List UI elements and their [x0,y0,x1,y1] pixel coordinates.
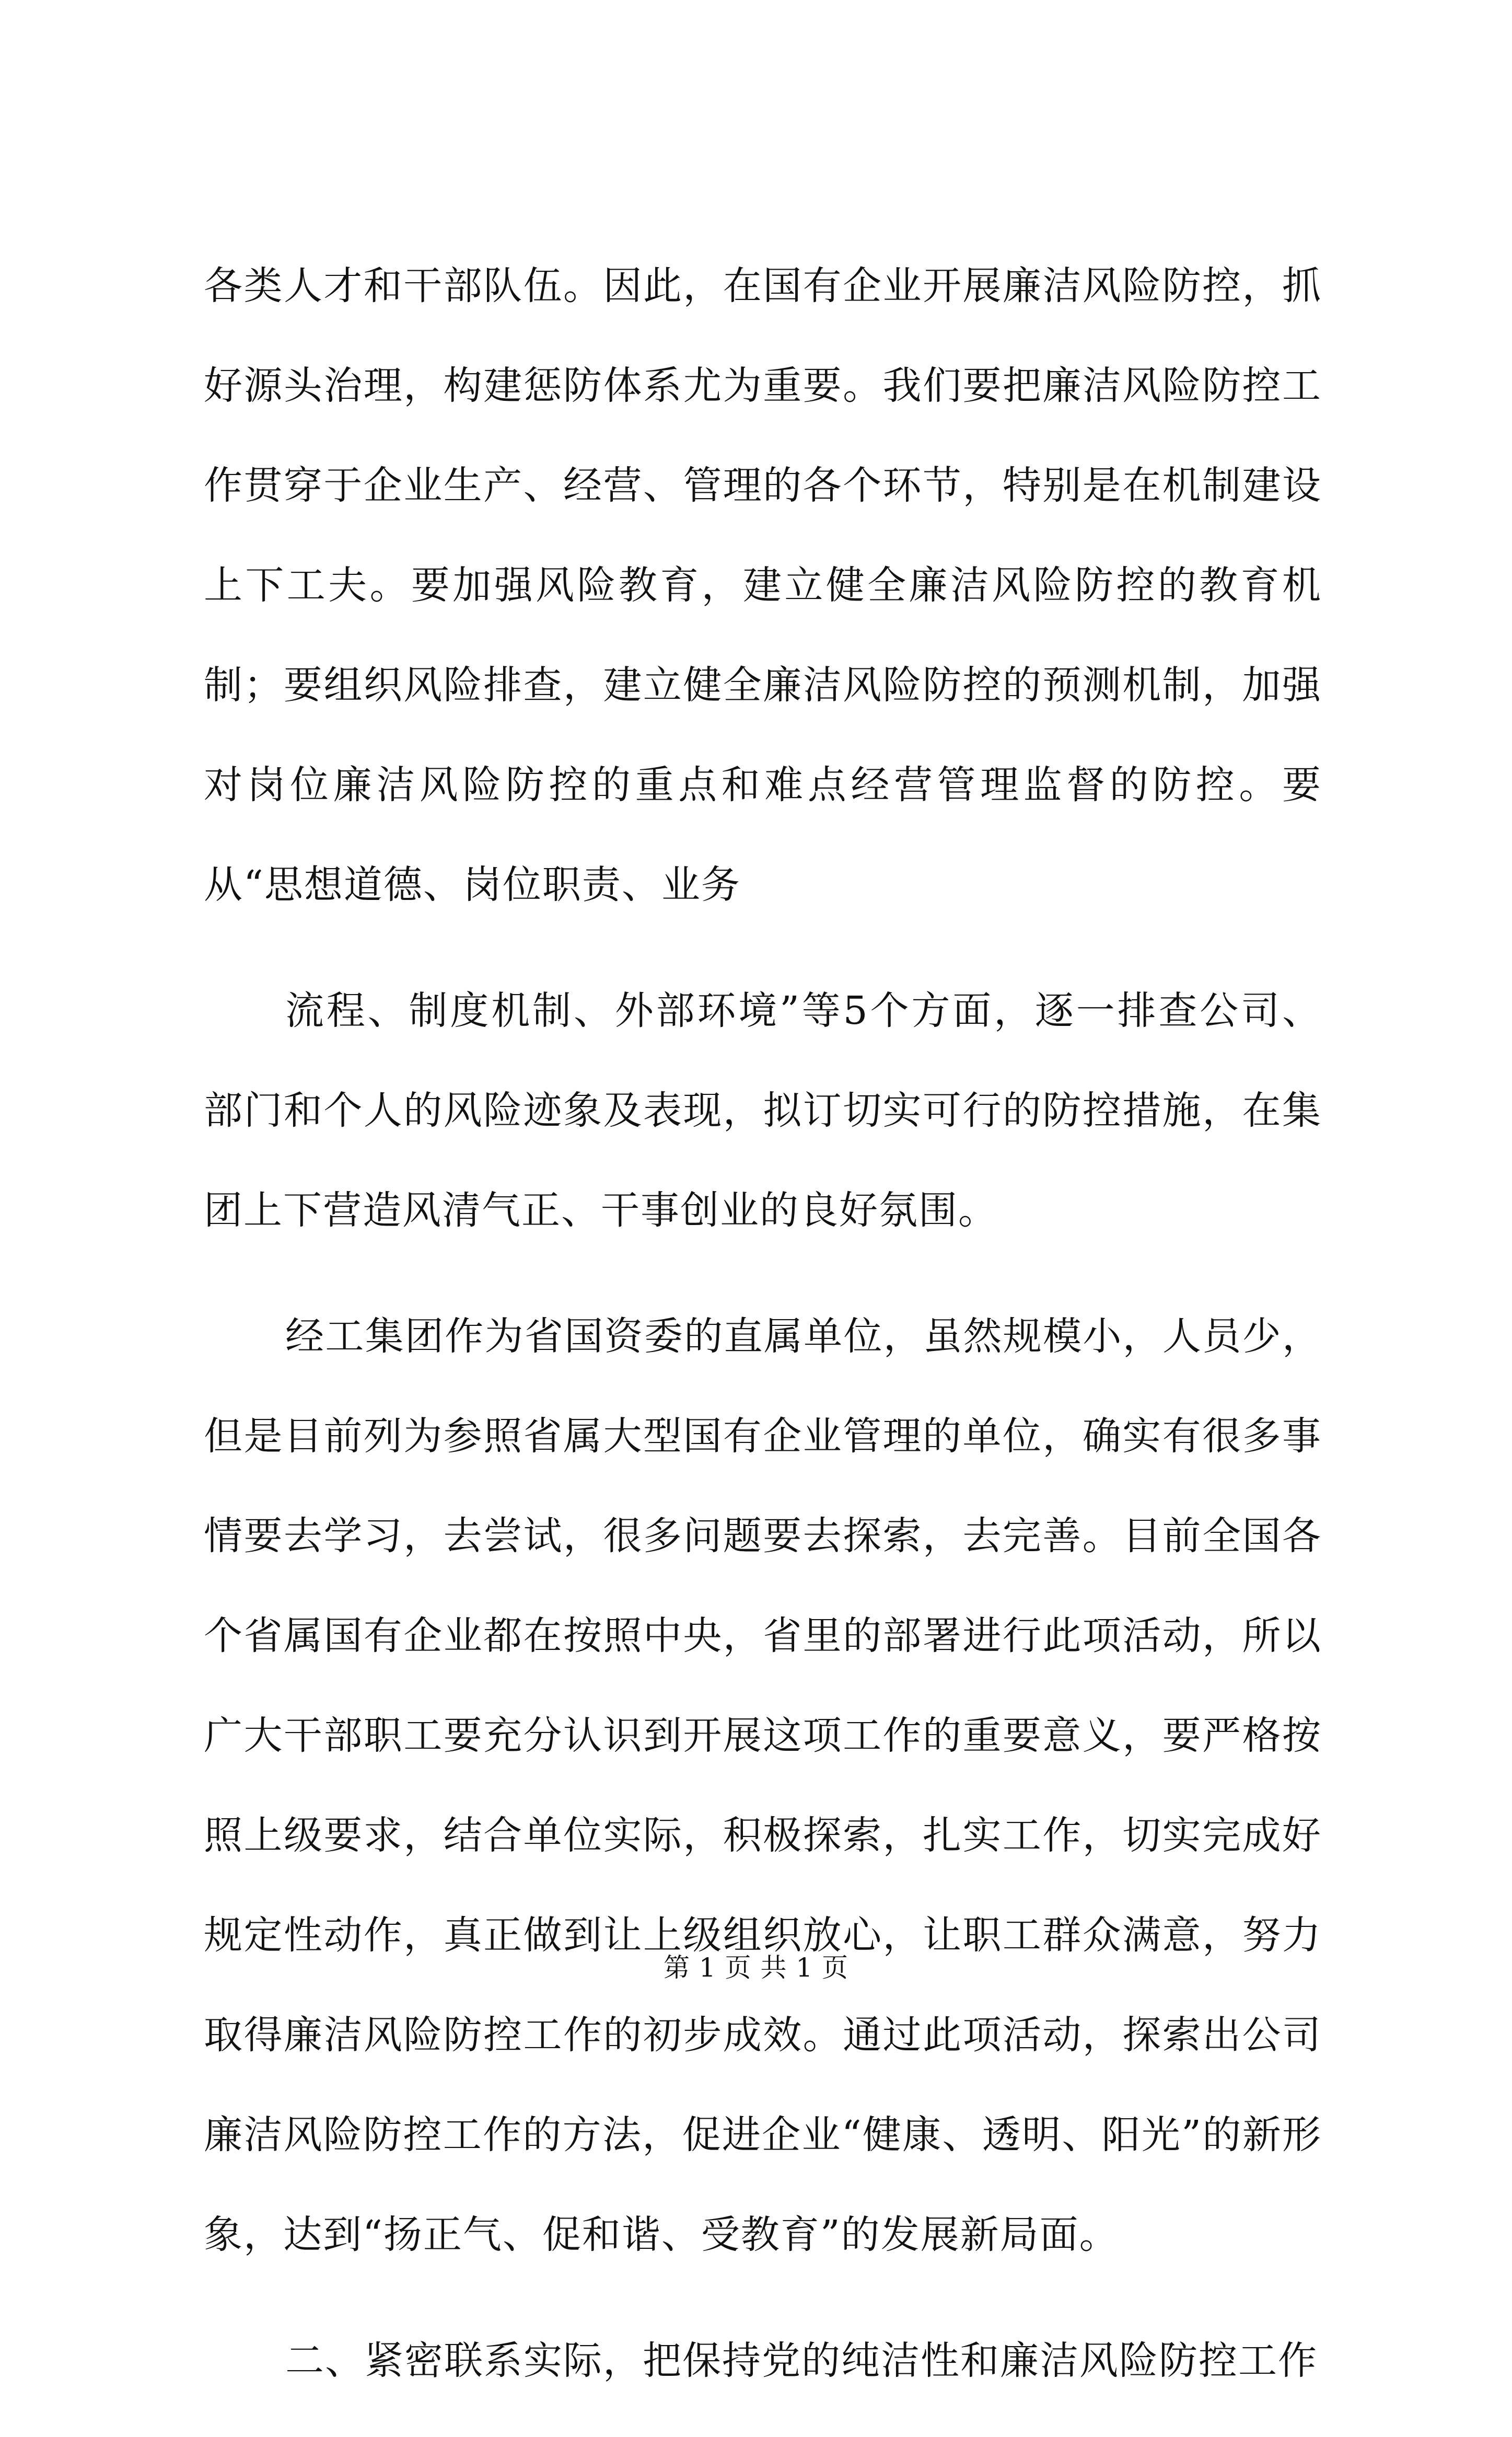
page-footer: 第 1 页 共 1 页 [663,1953,849,1983]
document-body [204,236,1322,2437]
paragraph-3: 经工集团作为省国资委的直属单位，虽然规模小，人员少，但是目前列为参照省属大型国有企业管理的单位，确实有很多事情要去学习，去尝试，很多问题要去探索，去完善。目前全国各个省属国有企业都在按照中央，省里的部署进行此项活动，所以广大干部职工要充分认识到开展这项工作的重要意义，要严格按照上级要求，结合单位实际，积极探索，扎实工作，切实完成好规定性动作，真正做到让上级组织放心，让职工群众满意，努力取得廉洁风险防控工作的初步成效。通过此项活动，探索出公司廉洁风险防控工作的方法，促进企业“健康、透明、阳光”的新形象，达到“扬正气、促和谐、受教育”的发展新局面。 [204,1314,1322,2257]
paragraph-1: 各类人才和干部队伍。因此，在国有企业开展廉洁风险防控，抓好源头治理，构建惩防体系尤为重要。我们要把廉洁风险防控工作贯穿于企业生产、经营、管理的各个环节，特别是在机制建设上下工夫。要加强风险教育，建立健全廉洁风险防控的教育机制；要组织风险排查，建立健全廉洁风险防控的预测机制，加强对岗位廉洁风险防控的重点和难点经营管理监督的防控。要从“思想道德、岗位职责、业务 [204,263,1322,907]
paragraph-4-section-heading: 二、紧密联系实际，把保持党的纯洁性和廉洁风险防控工作 [285,2338,1318,2383]
paragraph-2: 流程、制度机制、外部环境”等5个方面，逐一排查公司、部门和个人的风险迹象及表现，拟订切实可行的防控措施，在集团上下营造风清气正、干事创业的良好氛围。 [204,988,1322,1233]
